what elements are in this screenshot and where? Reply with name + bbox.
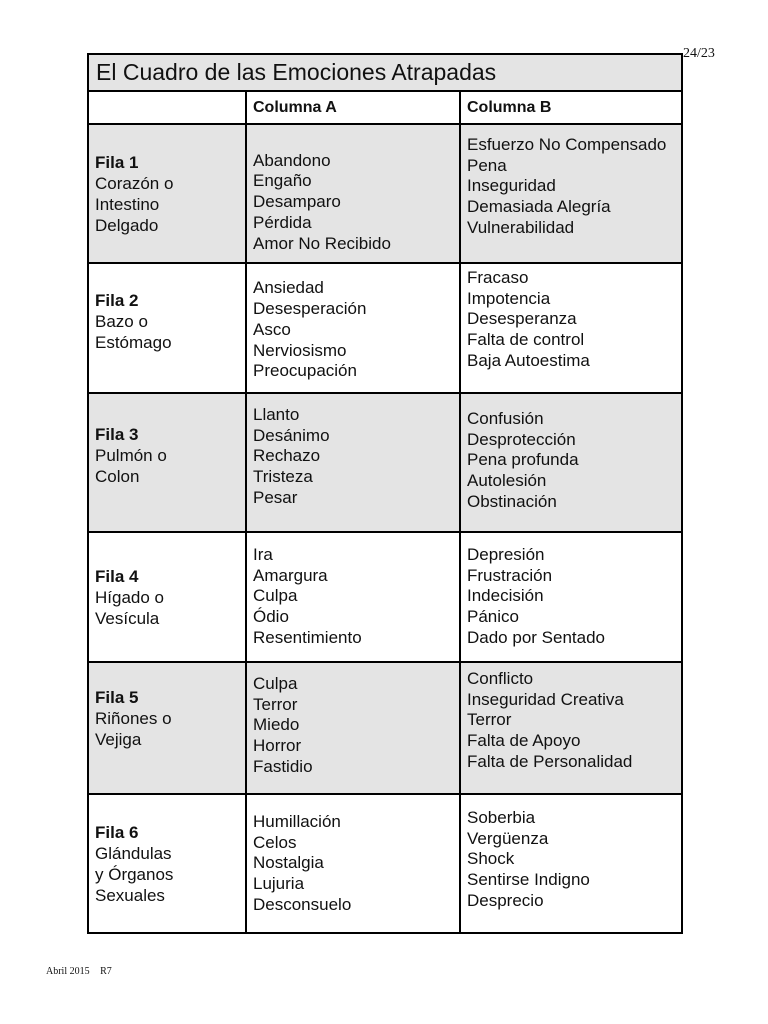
column-b-cell (460, 662, 682, 794)
list-item: Falta de control (467, 330, 585, 350)
list-item: Pena profunda (467, 450, 579, 470)
list-item: Nostalgia (253, 853, 324, 873)
emotions-chart-table (87, 53, 683, 934)
list-item: Nerviosismo (253, 340, 347, 360)
list-item: Humillación (253, 812, 341, 831)
table-row (88, 794, 682, 933)
list-item: Rechazo (253, 446, 321, 466)
footer-revision: R7 (100, 966, 112, 977)
column-a-cell (246, 794, 460, 933)
list-item: Desprecio (467, 890, 544, 910)
list-item: Falta de Apoyo (467, 731, 581, 751)
list-item: Desamparo (253, 192, 341, 212)
list-item: Ansiedad (253, 278, 324, 298)
list-item: Lujuria (253, 874, 305, 894)
list-item: Pesar (253, 487, 298, 507)
list-item: Ira (253, 545, 273, 564)
list-item: Confusión (467, 409, 544, 428)
list-item: Desconsuelo (253, 894, 352, 914)
list-item: Indecisión (467, 586, 544, 606)
table-row (88, 532, 682, 662)
list-item: Abandono (253, 150, 331, 170)
column-b-cell (460, 794, 682, 933)
row-number: Fila 4 (95, 567, 139, 586)
list-item: Preocupación (253, 361, 357, 381)
row-organ: Corazón o Intestino Delgado (95, 173, 174, 235)
row-label (88, 794, 246, 933)
list-item: Fracaso (467, 268, 529, 287)
chart-title: El Cuadro de las Emociones Atrapadas (88, 54, 682, 91)
list-item: Resentimiento (253, 627, 362, 647)
row-label (88, 532, 246, 662)
list-item: Amor No Recibido (253, 233, 391, 253)
row-label (88, 263, 246, 393)
row-number: Fila 1 (95, 152, 139, 172)
column-b-header: Columna B (460, 91, 682, 124)
list-item: Pánico (467, 607, 519, 627)
column-a-cell (246, 263, 460, 393)
column-a-cell (246, 532, 460, 662)
row-organ: Bazo o Estómago (95, 312, 172, 352)
list-item: Sentirse Indigno (467, 870, 590, 890)
list-item: Culpa (253, 586, 298, 606)
list-item: Miedo (253, 715, 300, 735)
list-item: Pena (467, 155, 507, 175)
list-item: Desánimo (253, 425, 330, 445)
list-item: Demasiada Alegría (467, 197, 611, 217)
table-row (88, 124, 682, 263)
list-item: Dado por Sentado (467, 627, 605, 647)
row-number: Fila 2 (95, 291, 139, 310)
list-item: Shock (467, 849, 515, 869)
table-row (88, 393, 682, 532)
list-item: Asco (253, 319, 291, 339)
table-row (88, 662, 682, 794)
column-b-cell (460, 393, 682, 532)
list-item: Tristeza (253, 467, 313, 487)
footer-date: Abril 2015 (46, 966, 90, 977)
row-organ: Riñones o Vejiga (95, 709, 172, 749)
list-item: Depresión (467, 545, 545, 564)
row-label (88, 124, 246, 263)
list-item: Terror (467, 710, 512, 730)
page-number: 24/23 (683, 46, 715, 61)
row-label (88, 662, 246, 794)
list-item: Frustración (467, 565, 553, 585)
list-item: Inseguridad Creativa (467, 689, 624, 709)
list-item: Culpa (253, 674, 298, 693)
column-b-cell (460, 532, 682, 662)
row-number: Fila 3 (95, 425, 139, 444)
column-b-cell (460, 263, 682, 393)
list-item: Llanto (253, 405, 300, 424)
list-item: Soberbia (467, 808, 536, 827)
list-item: Vergüenza (467, 828, 549, 848)
row-organ: Pulmón o Colon (95, 446, 167, 486)
list-item: Pérdida (253, 212, 312, 232)
list-item: Desesperanza (467, 309, 577, 329)
page-footer (46, 966, 112, 977)
table-row (88, 263, 682, 393)
list-item: Ódio (253, 607, 289, 627)
list-item: Autolesión (467, 471, 547, 491)
row-label (88, 393, 246, 532)
column-a-header: Columna A (246, 91, 460, 124)
header-empty-cell (88, 91, 246, 124)
row-organ: Glándulas y Órganos Sexuales (95, 844, 174, 905)
list-item: Conflicto (467, 669, 534, 688)
column-a-cell (246, 124, 460, 263)
list-item: Impotencia (467, 288, 551, 308)
column-a-cell (246, 393, 460, 532)
row-organ: Hígado o Vesícula (95, 588, 164, 628)
list-item: Esfuerzo No Compensado (467, 135, 667, 154)
list-item: Amargura (253, 565, 328, 585)
list-item: Celos (253, 832, 297, 852)
list-item: Horror (253, 736, 302, 756)
list-item: Baja Autoestima (467, 350, 590, 370)
list-item: Desesperación (253, 299, 367, 319)
row-number: Fila 5 (95, 688, 139, 707)
row-number: Fila 6 (95, 823, 139, 842)
list-item: Obstinación (467, 491, 557, 511)
list-item: Engaño (253, 171, 312, 191)
column-a-cell (246, 662, 460, 794)
list-item: Desprotección (467, 429, 576, 449)
list-item: Terror (253, 694, 298, 714)
list-item: Inseguridad (467, 176, 556, 196)
list-item: Falta de Personalidad (467, 751, 633, 771)
list-item: Vulnerabilidad (467, 217, 575, 237)
column-b-cell (460, 124, 682, 263)
list-item: Fastidio (253, 756, 313, 776)
